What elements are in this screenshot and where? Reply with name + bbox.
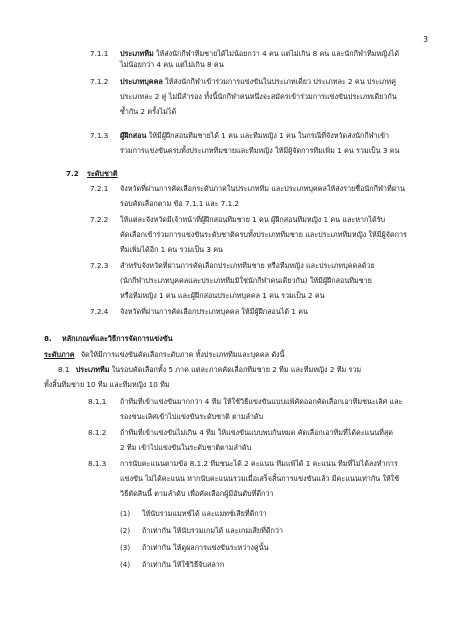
regional-heading: ระดับภาค (44, 350, 75, 359)
item-text-line: ประเภทละ 2 คู่ ไม่มีสำรอง ทั้งนี้นักกีฬาคนหนึ่งจะสมัครเข้าร่วมการแข่งขันประเภทเดียวกัน (120, 92, 397, 101)
list-item-text: ถ้าเท่ากัน ให้ใช้วิธีจับสลาก (142, 560, 225, 569)
item-text-line: คัดเลือกเข้าร่วมการแข่งขันระดับชาติครบทั้งประเภททีมชาย และประเภททีมหญิง ให้มีผู้จัดการ (120, 230, 407, 239)
item-text-line: จังหวัดที่ผ่านการคัดเลือกประเภทบุคคล ให้มีผู้ฝึกสอนได้ 1 คน (120, 307, 308, 316)
item-text-line: 2 ทีม เข้าไปแข่งขันในระดับชาติตามลำดับ (120, 443, 252, 452)
item-text-line: ให้ส่งนักกีฬาเข้าร่วมการแข่งขันในประเภทเดี่ยว ประเภทละ 2 คน ประเภทคู่ (165, 77, 396, 86)
item-text-line: ให้แต่ละจังหวัดมีเจ้าหน้าที่ผู้ฝึกสอนทีมชาย 1 คน ผู้ฝึกสอนทีมหญิง 1 คน และหากได้รับ (120, 215, 386, 224)
item-8-1-2 (88, 427, 436, 453)
list-item (120, 525, 430, 536)
item-number: 8.1.2 (88, 428, 107, 437)
item-text-line: จังหวัดที่ผ่านการคัดเลือกระดับภาคในประเภททีม และประเภทบุคคลให้ส่งรายชื่อนักกีฬาที่ผ่าน (120, 184, 405, 193)
item-number: 7.2.1 (90, 184, 109, 193)
item-text-line: ทีมเพิ่มได้อีก 1 คน รวมเป็น 3 คน (120, 245, 223, 254)
tiebreak-list (120, 508, 430, 570)
item-8-1 (44, 364, 436, 390)
regional-level-line (44, 349, 434, 360)
item-heading: ประเภทบุคคล (120, 77, 163, 86)
list-item-text: ถ้าเท่ากัน ให้ดูผลการแข่งขันระหว่างคู่นั้น (142, 543, 269, 552)
item-7-2-2 (90, 214, 435, 255)
list-item (120, 559, 430, 570)
item-number: 7.1.1 (90, 49, 109, 58)
item-number: 7.2.3 (90, 261, 109, 270)
item-text-line: ทั้งสิ้นทีมชาย 10 ทีม และทีมหญิง 10 ทีม (44, 380, 170, 389)
list-item (120, 508, 430, 519)
list-item-number: (2) (120, 526, 131, 535)
item-heading: ประเภททีม (75, 365, 110, 374)
section-number: 8. (44, 334, 52, 343)
regional-text: จัดให้มีการแข่งขันคัดเลือกระดับภาค ทั้งประเภททีมและบุคคล ดังนี้ (80, 350, 285, 359)
item-7-1-2 (90, 76, 435, 117)
item-number: 7.1.3 (90, 131, 109, 140)
section-8-heading (44, 333, 173, 344)
item-number: 7.1.2 (90, 77, 109, 86)
page-number: 3 (423, 35, 428, 44)
item-text-line: ไม่น้อยกว่า 4 คน แต่ไม่เกิน 8 คน (120, 60, 224, 69)
list-item-number: (4) (120, 560, 131, 569)
item-text-line: วิธีตัดสินนี้ ตามลำดับ เพื่อคัดเลือกผู้มีอันดับที่ดีกว่า (120, 489, 274, 498)
list-item-number: (3) (120, 543, 131, 552)
section-7-2-heading (66, 168, 118, 179)
item-7-1-1 (90, 48, 435, 70)
item-heading: ประเภททีม (120, 49, 154, 58)
item-text-line: รอบคัดเลือกตาม ข้อ 7.1.1 และ 7.1.2 (120, 199, 240, 208)
item-text-line: ร่วมการแข่งขันครบทั้งประเภททีมชายและทีมหญิง ให้มีผู้จัดการทีมเพิ่ม 1 คน รวมเป็น 3 คน (120, 146, 400, 155)
section-title: หลักเกณฑ์และวิธีการจัดการแข่งขัน (62, 334, 173, 343)
item-7-2-4 (90, 306, 435, 317)
item-text-line: ซ้ำกัน 2 ครั้งไม่ได้ (120, 107, 177, 116)
item-8-1-3 (88, 458, 436, 499)
item-text-line: รองชนะเลิศเข้าไปแข่งขันระดับชาติ ตามลำดับ (120, 412, 264, 421)
item-number: 8.1 (58, 365, 70, 374)
item-7-2-1 (90, 183, 435, 209)
item-heading: ผู้ฝึกสอน (120, 131, 147, 140)
list-item-text: ถ้าเท่ากัน ให้นับรวมเกมได้ และเกมเสียที่ดีกว่า (142, 526, 283, 535)
section-title: ระดับชาติ (87, 169, 118, 178)
item-number: 8.1.1 (88, 397, 107, 406)
list-item-text: ให้นับรวมแมทช์ได้ และแมทช์เสียที่ดีกว่า (142, 509, 267, 518)
item-number: 8.1.3 (88, 459, 107, 468)
item-8-1-1 (88, 396, 436, 422)
item-text-line: การนับคะแนนตามข้อ 8.1.2 ทีมชนะได้ 2 คะแนน ทีมแพ้ได้ 1 คะแนน ทีมที่ไม่ได้ลงทำการ (120, 459, 398, 468)
item-text-line: แข่งขัน ไม่ได้คะแนน หากนับคะแนนรวมเมื่อเสร็จสิ้นการแข่งขันแล้ว มีคะแนนเท่ากัน ให้ใช้ (120, 474, 400, 483)
section-number: 7.2 (66, 169, 79, 178)
list-item (120, 542, 430, 553)
item-text-line: ในรอบคัดเลือกทั้ง 5 ภาค แต่ละภาคคัดเลือกทีมชาย 2 ทีม และทีมหญิง 2 ทีม รวม (111, 365, 362, 374)
item-text-line: หรือทีมหญิง 1 คน และผู้ฝึกสอนประเภทบุคคล 1 คน รวมเป็น 2 คน (120, 291, 325, 300)
item-text-line: สำหรับจังหวัดที่ผ่านการคัดเลือกประเภททีมชาย หรือทีมหญิง และประเภทบุคคลด้วย (120, 261, 375, 270)
item-7-1-3 (90, 130, 435, 156)
item-text-line: (นักกีฬาประเภทบุคคลและประเภททีมมิใช่นักกีฬาคนเดียวกัน) ให้มีผู้ฝึกสอนทีมชาย (120, 276, 372, 285)
item-text-line: ให้มีผู้ฝึกสอนทีมชายได้ 1 คน และทีมหญิง 1 คน ในกรณีที่จังหวัดส่งนักกีฬาเข้า (148, 131, 390, 140)
item-number: 7.2.4 (90, 307, 109, 316)
item-text-line: ให้ส่งนักกีฬาทีมชายได้ไม่น้อยกว่า 4 คน แต่ไม่เกิน 8 คน และนักกีฬาทีมหญิงได้ (156, 49, 400, 58)
item-text-line: ถ้าทีมที่เข้าแข่งขันไม่เกิน 4 ทีม ให้แข่งขันแบบพบกันหมด คัดเลือกเอาทีมที่ได้คะแนนที่สุด (120, 428, 393, 437)
list-item-number: (1) (120, 509, 131, 518)
item-7-2-3 (90, 260, 435, 301)
item-text-line: ถ้าทีมที่เข้าแข่งขันมากกว่า 4 ทีม ให้ใช้วิธีแข่งขันแบบแพ้คัดออกคัดเลือกเอาทีมชนะเลิศ และ (120, 397, 403, 406)
item-number: 7.2.2 (90, 215, 109, 224)
